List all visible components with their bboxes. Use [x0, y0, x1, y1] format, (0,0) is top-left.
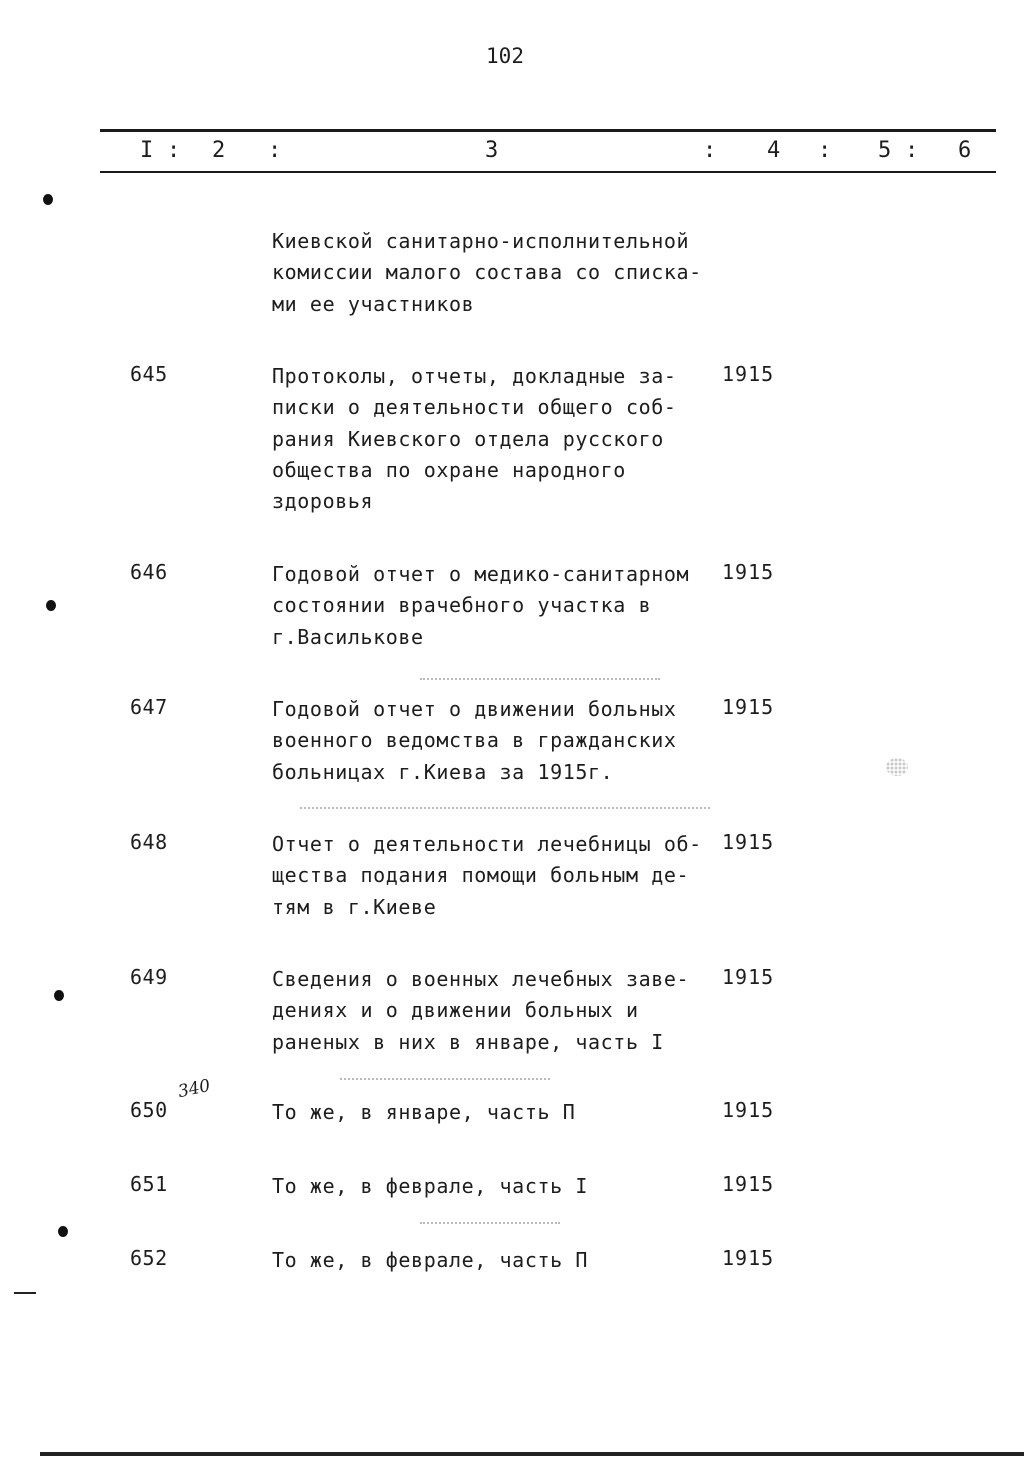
title-line: г.Василькове: [272, 624, 424, 649]
title-line: раненых в них в январе, часть I: [272, 1029, 664, 1054]
title-line: состоянии врачебного участка в: [272, 593, 652, 618]
column-separator: :: [268, 138, 282, 163]
record-number: 652: [130, 1246, 168, 1270]
title-line: Сведения о военных лечебных заве-: [272, 967, 690, 991]
header-rule-bottom: [100, 171, 996, 173]
title-line: щества подания помощи больным де-: [272, 863, 690, 888]
record-number: 645: [130, 362, 168, 386]
margin-mark: [14, 1292, 36, 1294]
title-line: Годовой отчет о медико-санитарном: [272, 562, 690, 586]
footer-line: [40, 1452, 1024, 1456]
punch-hole: [43, 194, 53, 205]
column-header-6: 6: [958, 138, 972, 163]
column-separator: :: [905, 138, 919, 163]
record-year: 1915: [722, 560, 775, 584]
stain: [886, 758, 908, 776]
column-header-5: 5: [878, 138, 892, 163]
title-line: писки о деятельности общего соб-: [272, 395, 677, 420]
title-line: Отчет о деятельности лечебницы об-: [272, 832, 702, 856]
column-separator: :: [818, 138, 832, 163]
title-line: больницах г.Киева за 1915г.: [272, 759, 614, 784]
dotted-separator: [300, 807, 710, 811]
record-year: 1915: [722, 1246, 775, 1270]
punch-hole: [58, 1226, 68, 1237]
dotted-separator: [420, 1222, 560, 1226]
title-line: рания Киевского отдела русского: [272, 426, 664, 451]
record-title: [272, 1245, 712, 1276]
title-line: То же, в феврале, часть I: [272, 1174, 589, 1198]
title-line: То же, в январе, часть П: [272, 1100, 576, 1124]
record-title: [272, 1171, 712, 1202]
column-separator: :: [703, 138, 717, 163]
dotted-separator: [340, 1078, 550, 1082]
continuation-title: [272, 226, 712, 320]
record-year: 1915: [722, 695, 775, 719]
record-year: 1915: [722, 362, 775, 386]
record-number: 651: [130, 1172, 168, 1196]
title-line: Киевской санитарно-исполнительной: [272, 229, 690, 253]
column-header-2: 2: [212, 138, 226, 163]
header-rule-top: [100, 129, 996, 132]
punch-hole: [46, 600, 56, 611]
title-line: общества по охране народного: [272, 457, 626, 482]
record-year: 1915: [722, 965, 775, 989]
punch-hole: [54, 990, 64, 1001]
record-year: 1915: [722, 1172, 775, 1196]
record-title: [272, 829, 712, 923]
handwritten-note: 340: [176, 1075, 213, 1103]
column-separator: :: [167, 138, 181, 163]
title-line: дениях и о движении больных и: [272, 998, 639, 1023]
record-year: 1915: [722, 1098, 775, 1122]
record-title: [272, 964, 712, 1058]
record-number: 650: [130, 1098, 168, 1122]
title-line: Годовой отчет о движении больных: [272, 697, 677, 721]
record-number: 647: [130, 695, 168, 719]
column-header-4: 4: [767, 138, 781, 163]
column-header-1: I: [140, 138, 154, 163]
column-header-3: 3: [485, 138, 499, 163]
title-line: Протоколы, отчеты, докладные за-: [272, 364, 677, 388]
dotted-separator: [420, 678, 660, 682]
page-number: 102: [486, 44, 524, 68]
record-number: 649: [130, 965, 168, 989]
record-title: [272, 1097, 712, 1128]
record-title: [272, 694, 712, 788]
record-number: 646: [130, 560, 168, 584]
title-line: То же, в феврале, часть П: [272, 1248, 589, 1272]
record-number: 648: [130, 830, 168, 854]
record-year: 1915: [722, 830, 775, 854]
record-title: [272, 361, 712, 517]
title-line: тям в г.Киеве: [272, 894, 437, 919]
title-line: военного ведомства в гражданских: [272, 728, 677, 753]
record-title: [272, 559, 712, 653]
title-line: ми ее участников: [272, 291, 475, 316]
title-line: комиссии малого состава со списка-: [272, 260, 702, 285]
title-line: здоровья: [272, 489, 374, 514]
